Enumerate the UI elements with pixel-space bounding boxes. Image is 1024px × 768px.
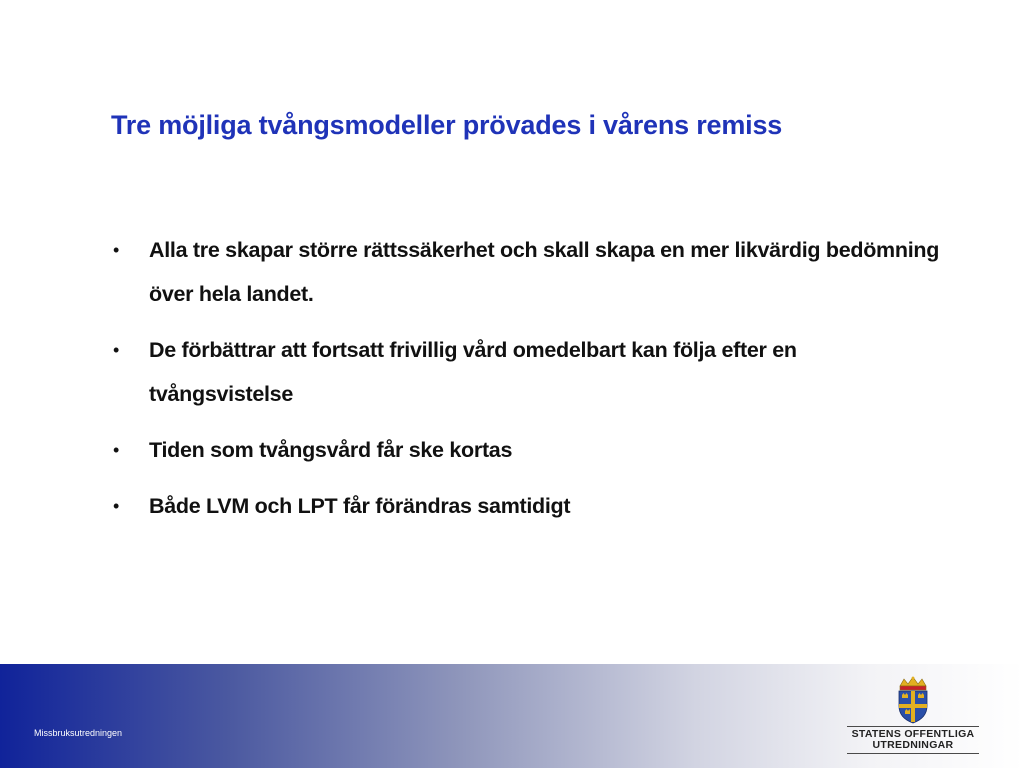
logo-rule-bottom: [847, 753, 979, 754]
bullet-icon: •: [113, 496, 120, 516]
slide-title: Tre möjliga tvångsmodeller prövades i vårens remiss: [111, 110, 783, 140]
bullet-text: Tiden som tvångsvård får ske kortas: [149, 438, 513, 462]
bullet-item: [113, 484, 943, 528]
bullet-item: [113, 328, 943, 416]
logo-line-1: STATENS OFFENTLIGA: [851, 728, 975, 740]
bullet-text: Både LVM och LPT får förändras samtidigt: [149, 494, 571, 518]
bullet-text: Alla tre skapar större rättssäkerhet och skall skapa en mer likvärdig bedömning över hela landet.: [149, 238, 940, 306]
bullet-list: [113, 228, 943, 540]
logo-rule-top: [847, 726, 979, 727]
bullet-item: [113, 428, 943, 472]
swedish-crest-icon: [893, 676, 933, 724]
bullet-icon: •: [113, 240, 120, 260]
logo-line-2: UTREDNINGAR: [872, 739, 954, 751]
bullet-icon: •: [113, 440, 120, 460]
footer-label: Missbruksutredningen: [34, 728, 123, 738]
bullet-icon: •: [113, 340, 120, 360]
bullet-text: De förbättrar att fortsatt frivillig vård omedelbart kan följa efter en tvångsvistelse: [149, 338, 797, 406]
bullet-item: [113, 228, 943, 316]
sou-logo: [845, 676, 981, 760]
